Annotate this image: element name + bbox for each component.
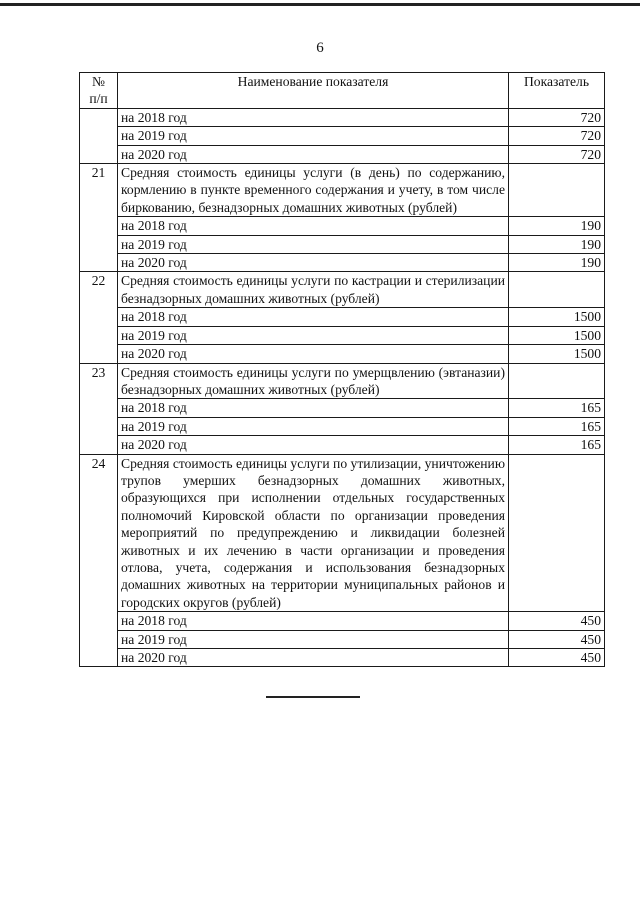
value-cell: 1500	[509, 308, 605, 326]
value-cell: 450	[509, 649, 605, 667]
row-number-cell: 23	[80, 363, 118, 454]
page-number: 6	[316, 40, 324, 56]
year-cell: на 2018 год	[118, 217, 509, 235]
table-row	[80, 127, 605, 145]
table-row	[80, 326, 605, 344]
year-cell: на 2018 год	[118, 612, 509, 630]
value-cell: 450	[509, 630, 605, 648]
year-cell: на 2020 год	[118, 649, 509, 667]
value-cell: 720	[509, 145, 605, 163]
top-border-line	[0, 3, 640, 6]
table-row	[80, 272, 605, 308]
end-of-document-line	[266, 696, 360, 698]
value-cell-empty	[509, 363, 605, 399]
year-cell: на 2018 год	[118, 308, 509, 326]
header-number-abbr: п/п	[89, 91, 108, 107]
header-indicator-name: Наименование показателя	[118, 73, 509, 109]
year-cell: на 2018 год	[118, 399, 509, 417]
value-cell: 165	[509, 436, 605, 454]
indicator-name-cell: Средняя стоимость единицы услуги по утилизации, уничтожению трупов умерших безнадзорных домашних животных, образующихся при исполнении отдельных государственных полномочий Кировской области по организации проведения мероприятий по предупреждению и ликвидации болезней животных и их лечению в части организации и проведения отлова, учета, содержания и использования безнадзорных домашних животных на территории муниципальных районов и городских округов (рублей)	[118, 454, 509, 612]
header-number	[80, 73, 118, 109]
table-row	[80, 454, 605, 612]
year-cell: на 2018 год	[118, 108, 509, 126]
header-number-symbol: №	[92, 74, 105, 89]
value-cell: 1500	[509, 345, 605, 363]
value-cell: 1500	[509, 326, 605, 344]
value-cell-empty	[509, 164, 605, 217]
indicator-name-cell: Средняя стоимость единицы услуги по умерщвлению (эвтаназии) безнадзорных домашних животных (рублей)	[118, 363, 509, 399]
row-number-cell: 24	[80, 454, 118, 667]
row-number-cell: 22	[80, 272, 118, 363]
year-cell: на 2019 год	[118, 235, 509, 253]
year-cell: на 2020 год	[118, 345, 509, 363]
table-row	[80, 108, 605, 126]
table-row	[80, 217, 605, 235]
table-row	[80, 417, 605, 435]
table-row	[80, 436, 605, 454]
table-row	[80, 630, 605, 648]
row-number-cell: 21	[80, 164, 118, 272]
table-row	[80, 308, 605, 326]
indicator-name-cell: Средняя стоимость единицы услуги (в день) по содержанию, кормлению в пункте временного содержания и учету, в том числе биркованию, безнадзорных домашних животных (рублей)	[118, 164, 509, 217]
value-cell-empty	[509, 272, 605, 308]
table-row	[80, 363, 605, 399]
value-cell: 720	[509, 108, 605, 126]
value-cell: 190	[509, 254, 605, 272]
year-cell: на 2019 год	[118, 630, 509, 648]
value-cell: 165	[509, 417, 605, 435]
table-row	[80, 399, 605, 417]
row-number-cell	[80, 108, 118, 163]
year-cell: на 2020 год	[118, 145, 509, 163]
value-cell: 190	[509, 217, 605, 235]
value-cell: 720	[509, 127, 605, 145]
table-row	[80, 649, 605, 667]
indicators-table	[79, 72, 605, 667]
table-row	[80, 164, 605, 217]
year-cell: на 2019 год	[118, 127, 509, 145]
value-cell-empty	[509, 454, 605, 612]
year-cell: на 2019 год	[118, 417, 509, 435]
indicator-name-cell: Средняя стоимость единицы услуги по кастрации и стерилизации безнадзорных домашних животных (рублей)	[118, 272, 509, 308]
table-row	[80, 145, 605, 163]
value-cell: 190	[509, 235, 605, 253]
header-indicator-value: Показатель	[509, 73, 605, 109]
table-header-row	[80, 73, 605, 109]
table-row	[80, 345, 605, 363]
value-cell: 165	[509, 399, 605, 417]
table-row	[80, 235, 605, 253]
year-cell: на 2019 год	[118, 326, 509, 344]
year-cell: на 2020 год	[118, 436, 509, 454]
value-cell: 450	[509, 612, 605, 630]
table-row	[80, 612, 605, 630]
year-cell: на 2020 год	[118, 254, 509, 272]
table-row	[80, 254, 605, 272]
